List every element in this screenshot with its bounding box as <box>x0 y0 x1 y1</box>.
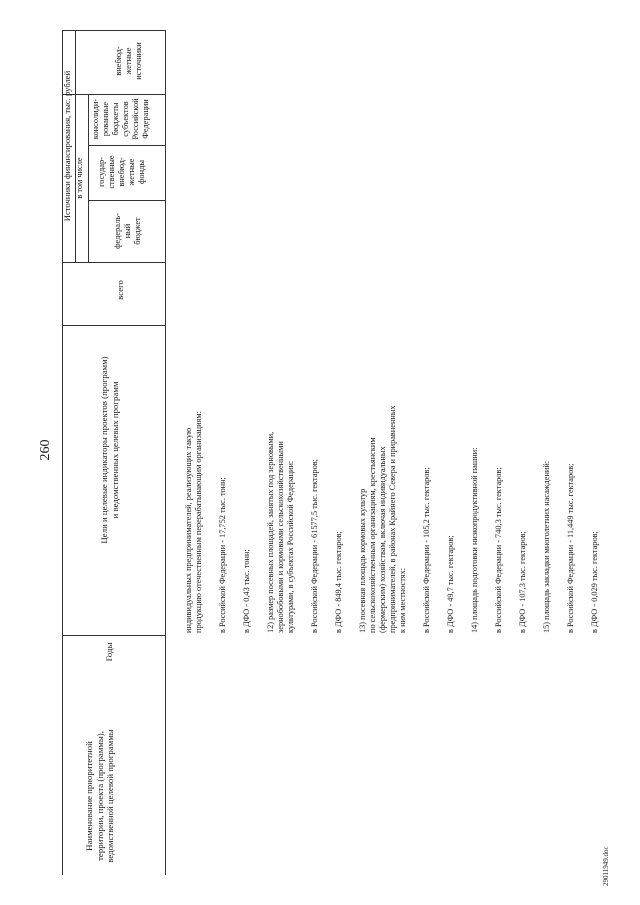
header-state-funds <box>97 146 147 198</box>
goals-text-line: к ним местностях: <box>398 567 407 633</box>
goals-text-line: культурами, в субъектах Российской Федерации: <box>286 460 295 633</box>
table-divider-federal <box>88 200 165 201</box>
goals-text-line: 13) посевная площадь кормовых культур <box>358 488 367 633</box>
header-regional <box>91 94 151 144</box>
header-years <box>104 632 115 672</box>
table-divider-goals <box>62 325 165 326</box>
header-extra <box>114 30 144 92</box>
header-years-label: Годы <box>104 642 114 662</box>
goals-text-line: в ДФО - 107,3 тыс. гектаров; <box>518 531 527 633</box>
goals-text-line: в Российской Федерации - 740,3 тыс. гектаров; <box>494 467 503 633</box>
goals-text-line: в ДФО - 0,029 тыс. гектаров; <box>590 531 599 633</box>
header-regional-line3: бюджеты <box>111 102 121 136</box>
goals-text-line: предпринимателей, в районах Крайнего Севера и приравненных <box>388 405 397 633</box>
goals-text-line: 12) размер посевных площадей, занятых под зерновыми, <box>266 431 275 633</box>
goals-text-line: в Российской Федерации - 61577,5 тыс. гектаров; <box>310 459 319 633</box>
header-state-funds-line2: ственные <box>107 155 117 189</box>
header-total-label: всего <box>115 280 125 300</box>
footer-doc <box>602 846 610 886</box>
goals-text-line: зернобобовыми и кормовыми сельскохозяйственными <box>276 441 285 633</box>
header-federal <box>113 205 143 257</box>
incl-rule <box>88 94 89 262</box>
goals-text-line: в Российской Федерации - 105,2 тыс. гектаров; <box>422 467 431 633</box>
goals-text-line: индивидуальных предпринимателей, реализующих такую <box>184 427 193 633</box>
header-federal-line1: федераль- <box>113 213 122 249</box>
header-state-funds-line5: фонды <box>137 160 147 184</box>
header-sources-title-label: Источники финансирования, тыс. рублей <box>62 70 72 222</box>
header-name-line2: территории, проекта (программы), <box>94 731 105 861</box>
goals-text-line: (фермерским) хозяйствам, включая индивидуальных <box>378 446 387 633</box>
goals-text-line: в Российской Федерации - 11,449 тыс. гектаров; <box>566 463 575 633</box>
header-incl <box>75 94 85 262</box>
footer-doc-label: 29011949.doc <box>602 846 610 886</box>
goals-text-line: 14) площадь подготовки низкопродуктивной пашни: <box>470 447 479 633</box>
header-regional-line4: субъектов <box>121 101 131 137</box>
goals-text-line: в ДФО - 849,4 тыс. гектаров; <box>334 531 343 633</box>
goals-text-line: продукцию отечественным перерабатывающим организациям: <box>194 411 203 633</box>
header-extra-line2: жетные <box>124 47 134 75</box>
header-name <box>84 726 116 866</box>
header-total <box>115 270 126 310</box>
header-federal-line3: бюджет <box>133 217 143 245</box>
goals-text-line: в ДФО - 49,7 тыс. гектаров; <box>446 535 455 633</box>
header-regional-line2: рованные <box>101 101 111 137</box>
header-name-line3: ведомственной целевой программы <box>105 729 116 863</box>
goals-text-line: в ДФО - 0,43 тыс. тонн; <box>242 549 251 633</box>
header-goals-line2: и ведомственных целевых программ <box>109 381 120 519</box>
header-regional-line1: консолиди- <box>91 98 100 140</box>
header-extra-line1: внебюд- <box>114 46 123 76</box>
page-number <box>38 438 55 462</box>
goals-text-line: в Российской Федерации - 17,752 тыс. тонн; <box>218 477 227 633</box>
header-federal-line2: ный <box>123 223 133 239</box>
header-regional-line5: Российской <box>131 98 141 140</box>
header-regional-line6: Федерации <box>141 99 151 139</box>
table-divider-total <box>62 262 165 263</box>
header-name-line1: Наименование приоритетной <box>84 741 94 851</box>
table-header-bottom-rule <box>165 30 166 875</box>
header-state-funds-line3: внебюд- <box>117 157 127 187</box>
page-number-label: 260 <box>38 439 53 461</box>
header-sources-title <box>62 30 72 262</box>
header-extra-line3: источники <box>134 42 144 80</box>
goals-text-line: по сельскохозяйственным организациям, крестьянским <box>368 437 377 633</box>
header-goals <box>99 355 120 545</box>
goals-text-block <box>184 193 599 633</box>
header-state-funds-line1: государ- <box>97 157 106 187</box>
header-incl-label: в том числе <box>75 157 84 199</box>
header-goals-line1: Цели и целевые индикаторы проектов (программ) <box>99 356 109 544</box>
header-state-funds-line4: жетные <box>127 158 137 186</box>
goals-text-line: 15) площадь закладки многолетних насаждений: <box>542 460 551 633</box>
